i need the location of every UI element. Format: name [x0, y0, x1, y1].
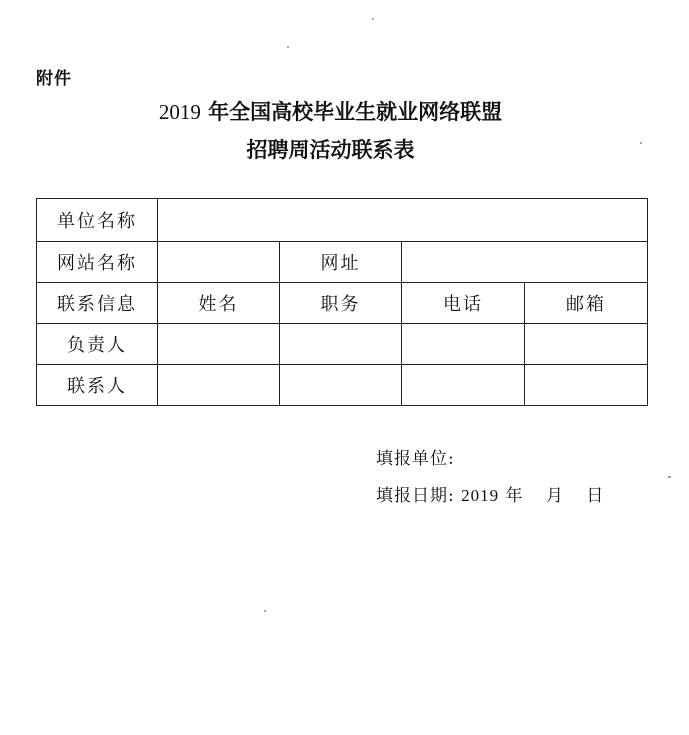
table-row — [37, 283, 648, 324]
responsible-name-field[interactable] — [158, 324, 280, 365]
filing-date-label: 填报日期: — [376, 486, 455, 506]
contact-form-table — [36, 198, 648, 406]
site-name-field[interactable] — [158, 242, 280, 283]
day-char: 日 — [586, 486, 605, 506]
row-label-contact: 联系人 — [37, 365, 158, 406]
scan-speck — [372, 18, 374, 20]
scan-speck — [668, 476, 671, 478]
row-label-responsible: 负责人 — [37, 324, 158, 365]
contact-email-field[interactable] — [525, 365, 648, 406]
column-header-position: 职务 — [280, 283, 402, 324]
attachment-label: 附件 — [36, 69, 72, 89]
site-name-label: 网站名称 — [37, 242, 158, 283]
responsible-email-field[interactable] — [525, 324, 648, 365]
filing-unit-line — [376, 444, 455, 469]
filing-unit-label: 填报单位: — [376, 449, 455, 469]
scan-speck — [264, 610, 266, 612]
url-label: 网址 — [280, 242, 402, 283]
responsible-phone-field[interactable] — [402, 324, 525, 365]
table-row — [37, 324, 648, 365]
contact-name-field[interactable] — [158, 365, 280, 406]
responsible-position-field[interactable] — [280, 324, 402, 365]
month-char: 月 — [545, 486, 564, 506]
filing-year: 2019 — [461, 486, 500, 505]
table-row — [37, 365, 648, 406]
contact-position-field[interactable] — [280, 365, 402, 406]
column-header-email: 邮箱 — [525, 283, 648, 324]
document-title-line1 — [0, 96, 675, 126]
filing-date-line — [376, 481, 604, 506]
year-char: 年 — [505, 486, 524, 506]
table-row — [37, 242, 648, 283]
contact-phone-field[interactable] — [402, 365, 525, 406]
column-header-phone: 电话 — [402, 283, 525, 324]
document-title-line2: 招聘周活动联系表 — [246, 137, 415, 162]
column-header-name: 姓名 — [158, 283, 280, 324]
title-year: 2019 — [158, 100, 201, 124]
unit-name-field[interactable] — [158, 199, 648, 242]
unit-name-label: 单位名称 — [37, 199, 158, 242]
table-row — [37, 199, 648, 242]
title-line1-text: 年全国高校毕业生就业网络联盟 — [200, 99, 503, 124]
contact-info-label: 联系信息 — [37, 283, 158, 324]
scan-speck — [287, 46, 289, 48]
scan-speck — [640, 142, 642, 144]
url-field[interactable] — [402, 242, 648, 283]
